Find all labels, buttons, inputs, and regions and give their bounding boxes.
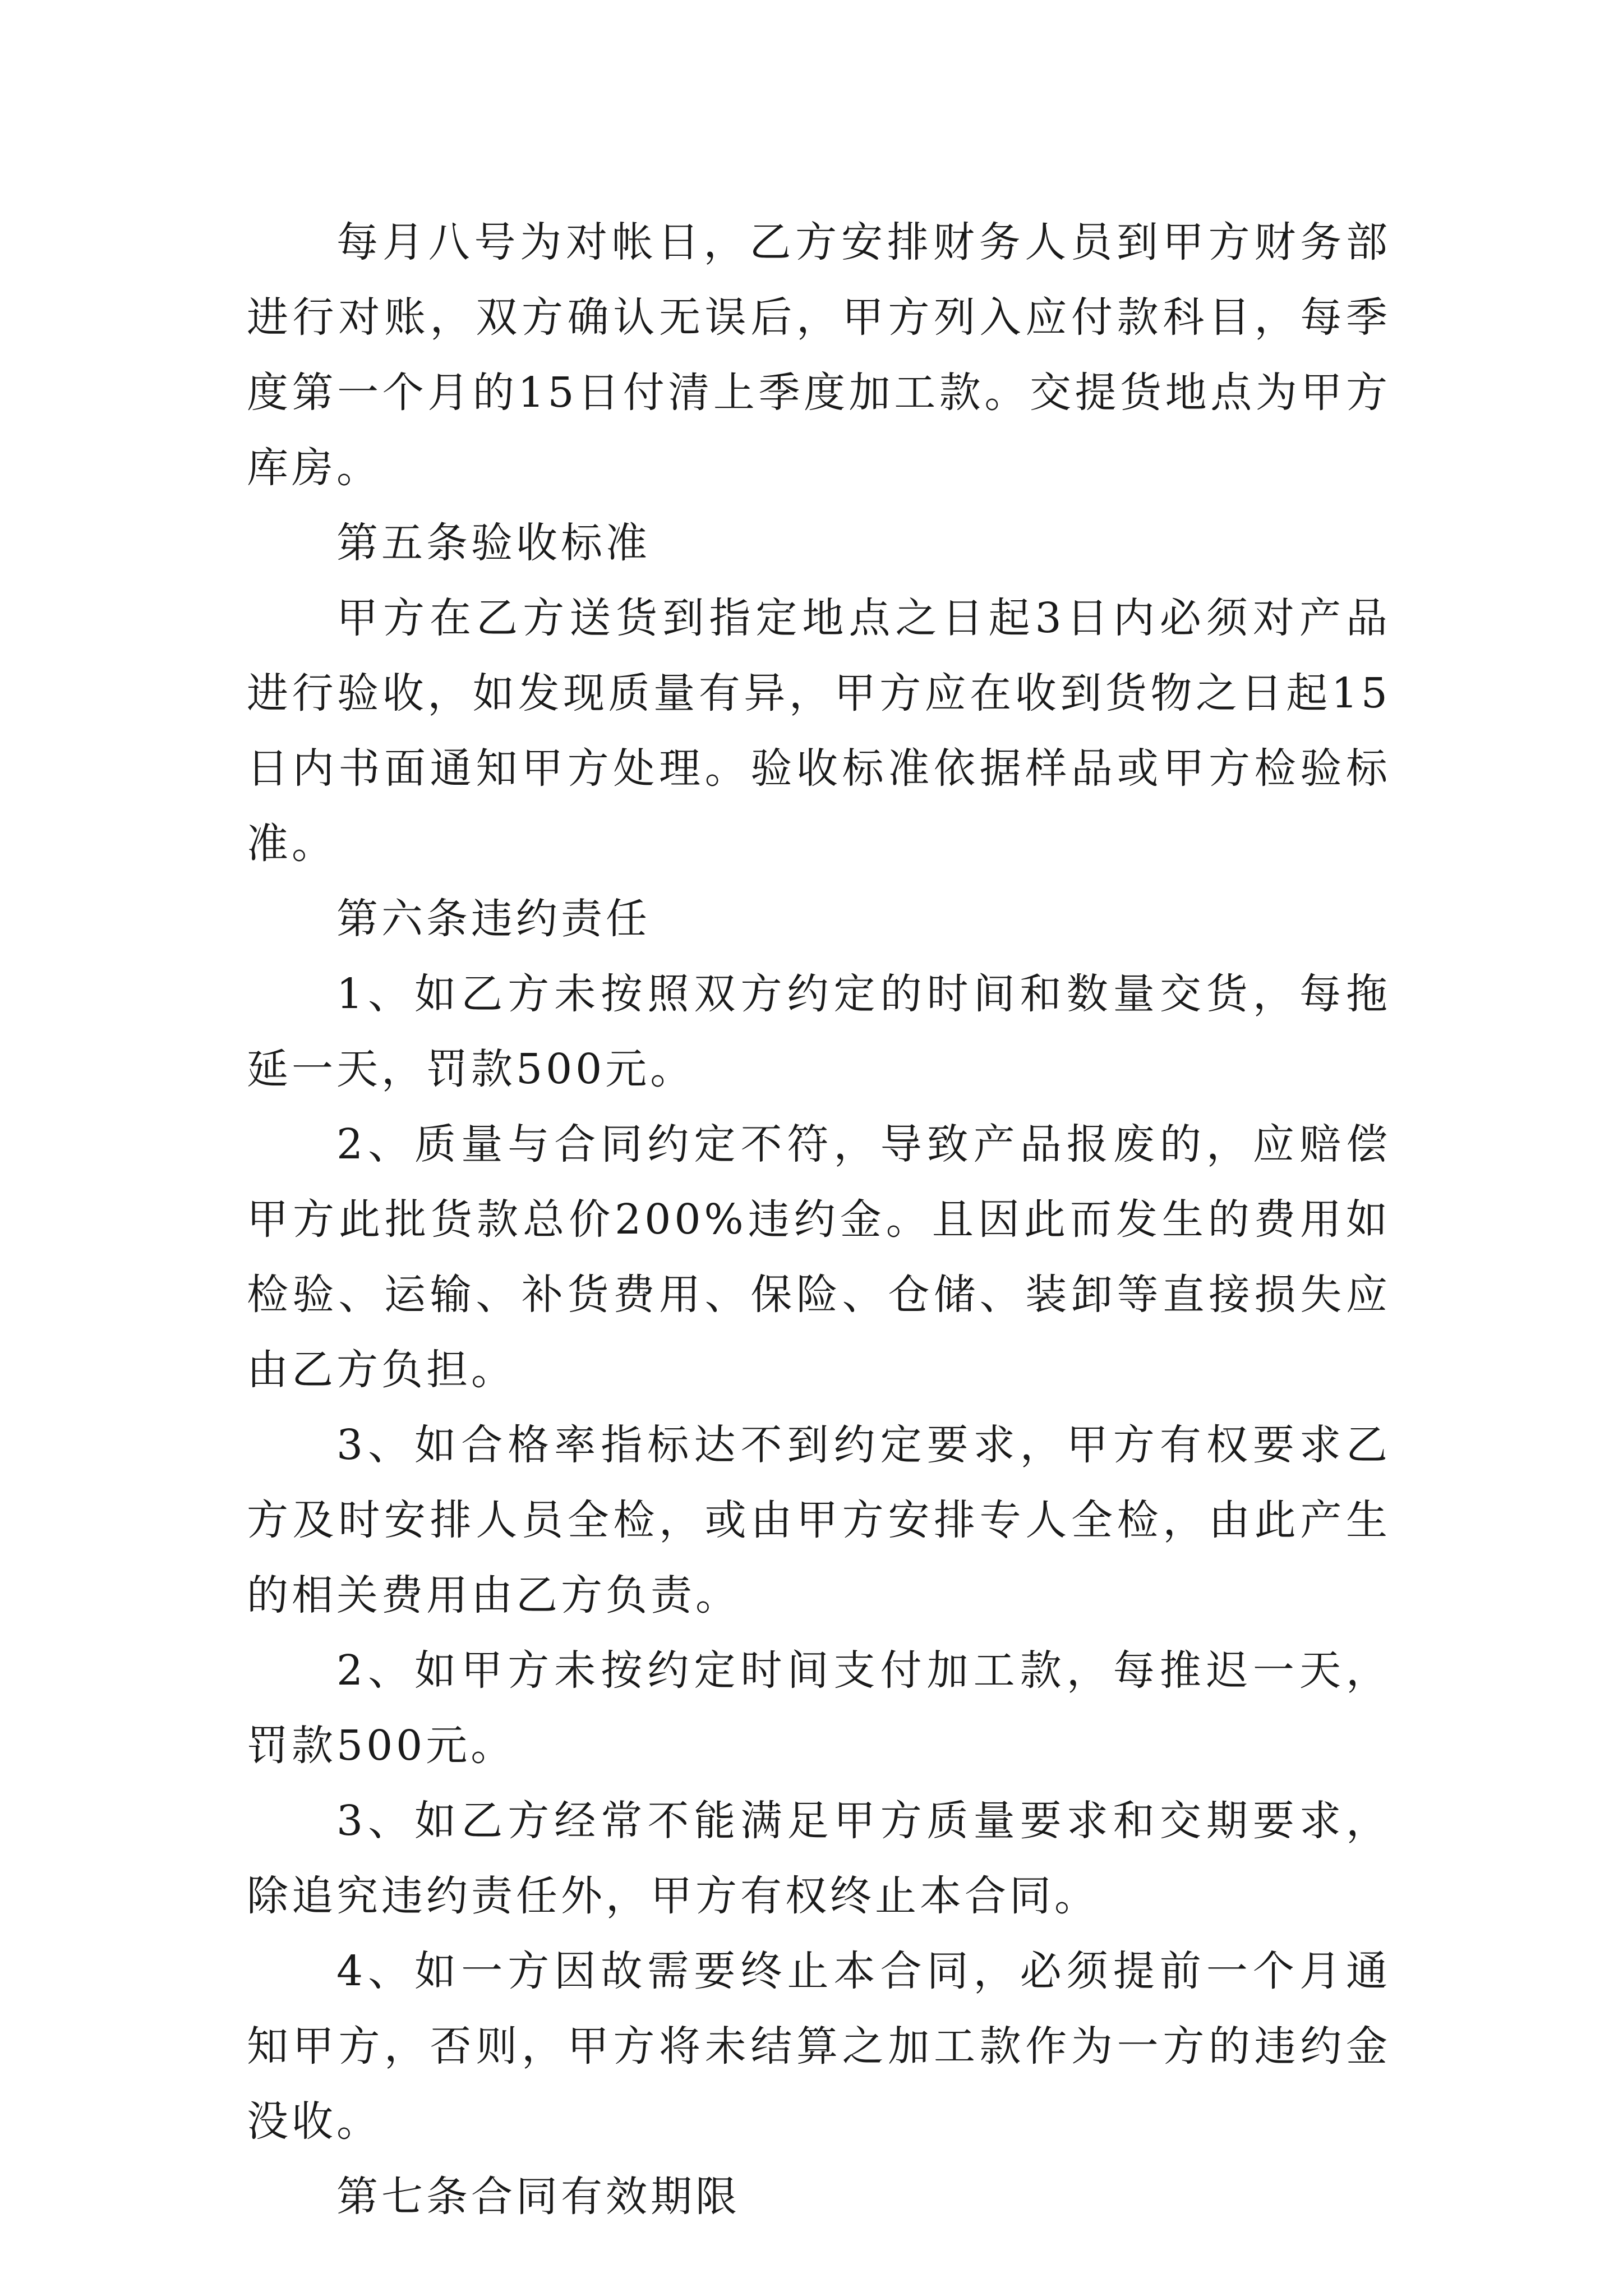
paragraph-liability-4: 2、如甲方未按约定时间支付加工款，每推迟一天，罚款500元。 [247,1646,1391,1770]
section-heading-liability: 第六条违约责任 [336,895,651,943]
section-heading-acceptance: 第五条验收标准 [336,519,651,567]
paragraph-acceptance: 甲方在乙方送货到指定地点之日起3日内必须对产品进行验收，如发现质量有异，甲方应在收到货物之日起15日内书面通知甲方处理。验收标准依据样品或甲方检验标准。 [247,594,1391,868]
paragraph-liability-5: 3、如乙方经常不能满足甲方质量要求和交期要求，除追究违约责任外，甲方有权终止本合同。 [247,1797,1391,1920]
section-heading-validity: 第七条合同有效期限 [336,2173,740,2221]
paragraph-liability-3: 3、如合格率指标达不到约定要求，甲方有权要求乙方及时安排人员全检，或由甲方安排专人全检，由此产生的相关费用由乙方负责。 [247,1421,1391,1619]
paragraph-reconciliation: 每月八号为对帐日，乙方安排财务人员到甲方财务部进行对账，双方确认无误后，甲方列入应付款科目，每季度第一个月的15日付清上季度加工款。交提货地点为甲方库房。 [247,218,1391,492]
document-body [247,205,1391,2234]
paragraph-liability-1: 1、如乙方未按照双方约定的时间和数量交货，每拖延一天，罚款500元。 [247,970,1391,1093]
paragraph-liability-6: 4、如一方因故需要终止本合同，必须提前一个月通知甲方，否则，甲方将未结算之加工款作为一方的违约金没收。 [247,1947,1391,2146]
paragraph-liability-2: 2、质量与合同约定不符，导致产品报废的，应赔偿甲方此批货款总价200%违约金。且因此而发生的费用如检验、运输、补货费用、保险、仓储、装卸等直接损失应由乙方负担。 [247,1120,1391,1394]
